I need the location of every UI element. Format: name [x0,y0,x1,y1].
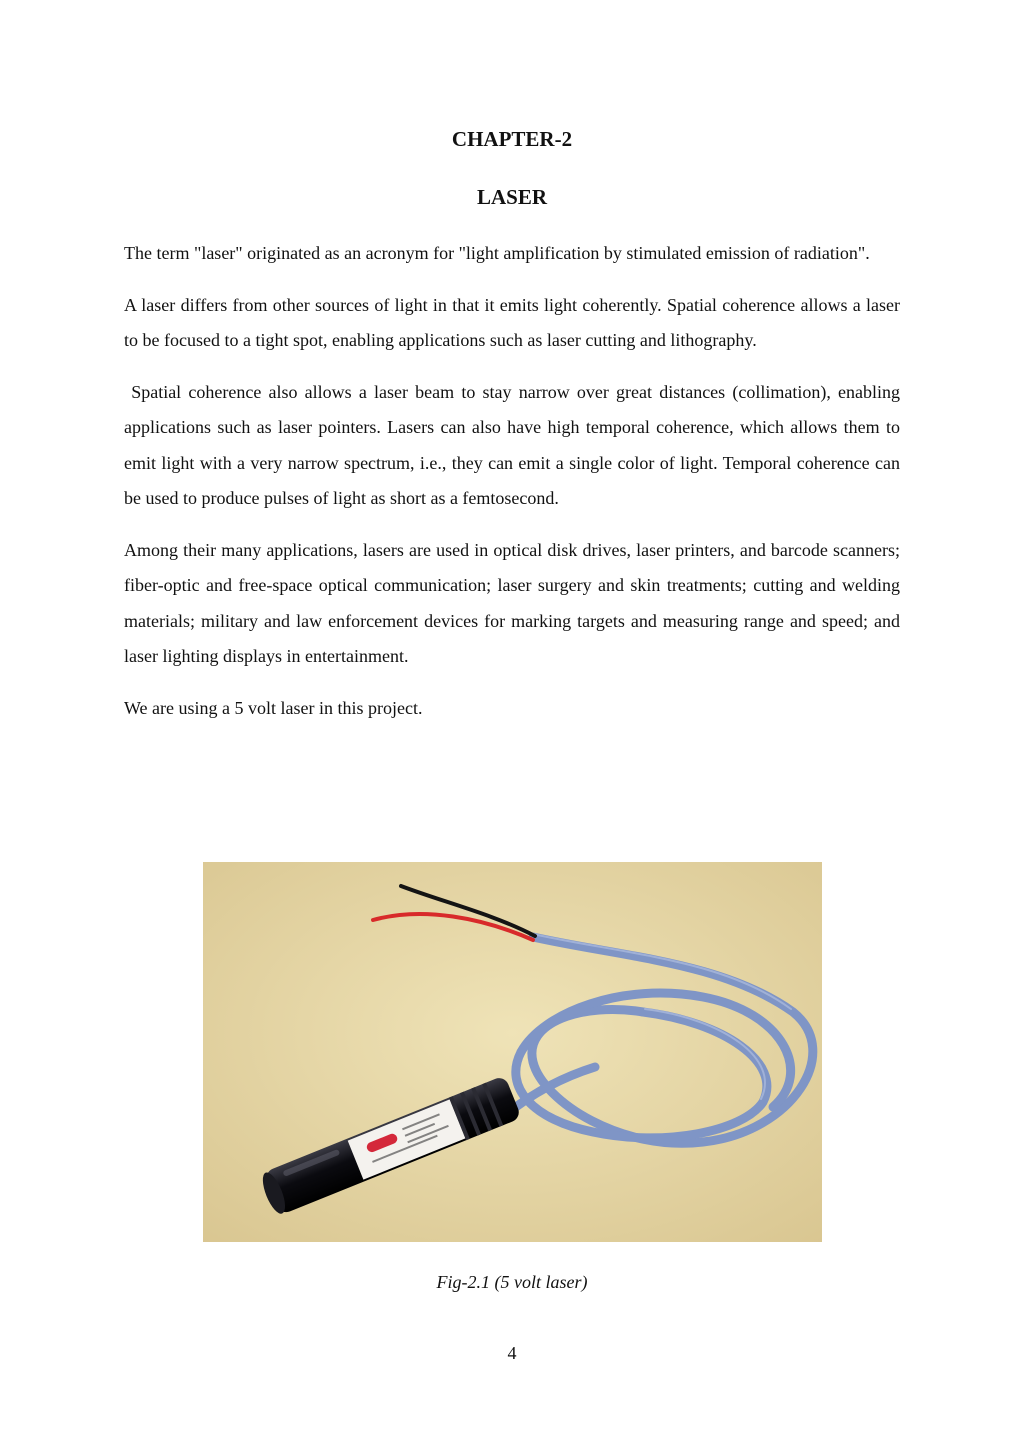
paragraph-project: We are using a 5 volt laser in this project. [124,697,423,718]
paragraph-temporal-coherence: Spatial coherence also allows a laser beam to stay narrow over great distances (collimation), enabling applications such as laser pointers. Lasers can also have high temporal coherence, which allows them to emit light with a very narrow spectrum, i.e., they can emit a single color of light. Temporal coherence can be used to produce pulses of light as short as a femtosecond. [124,381,905,508]
chapter-heading: CHAPTER-2 [451,127,573,151]
figure-caption: Fig-2.1 (5 volt laser) [436,1272,588,1292]
paragraph-acronym: The term "laser" originated as an acronym for "light amplification by stimulated emission of radiation". [124,243,870,263]
paragraph-applications: Among their many applications, lasers are used in optical disk drives, laser printers, and barcode scanners; fiber-optic and free-space optical communication; laser surgery and skin treatments; cutting and welding materials; military and law enforcement devices for marking targets and measuring range and speed; and laser lighting displays in entertainment. [124,539,900,666]
laser-photo [203,862,822,1242]
section-title: LASER [476,185,548,209]
body-text [124,236,905,742]
page-number: 4 [507,1343,517,1363]
paragraph-coherence: A laser differs from other sources of light in that it emits light coherently. Spatial coherence allows a laser to be focused to a tight spot, enabling applications such as laser cutting and lithography. [124,294,900,350]
